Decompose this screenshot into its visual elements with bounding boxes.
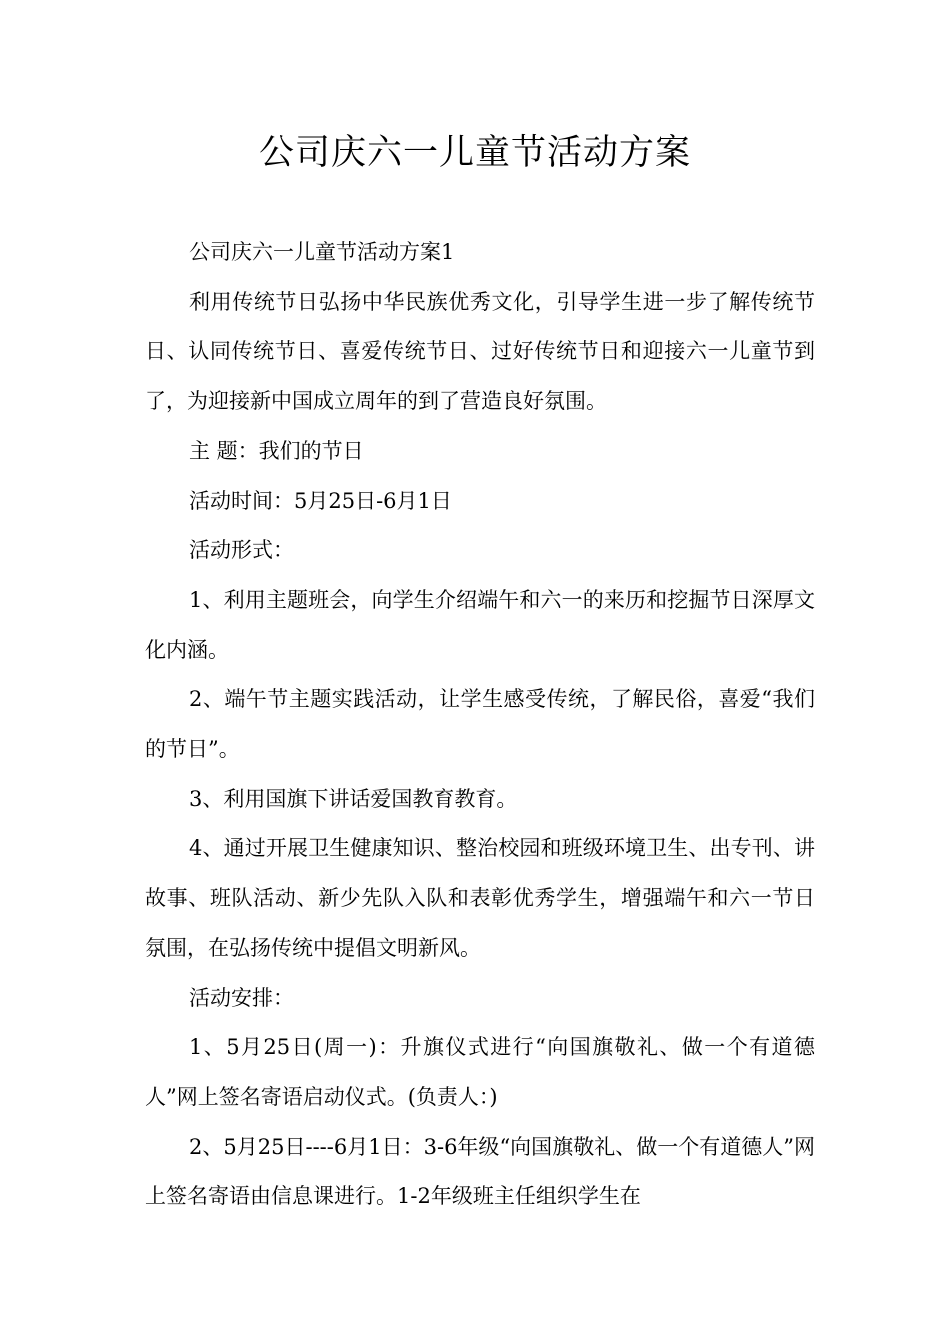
paragraph-intro: 利用传统节日弘扬中华民族优秀文化，引导学生进一步了解传统节日、认同传统节日、喜爱传统节日、过好传统节日和迎接六一儿童节到了，为迎接新中国成立周年的到了营造良好氛围。	[145, 289, 815, 414]
paragraph-schedule-item-1: 1、5月25日(周一)：升旗仪式进行“向国旗敬礼、做一个有道德人”网上签名寄语启动仪式。(负责人：)	[145, 1035, 815, 1109]
document-title: 公司庆六一儿童节活动方案	[258, 133, 691, 173]
paragraph-schedule-item-2: 2、5月25日----6月1日：3-6年级“向国旗敬礼、做一个有道德人”网上签名寄语由信息课进行。1-2年级班主任组织学生在	[145, 1134, 815, 1209]
paragraph-form-heading: 活动形式：	[189, 538, 294, 563]
paragraph-form-item-1: 1、利用主题班会，向学生介绍端午和六一的来历和挖掘节日深厚文化内涵。	[145, 587, 815, 662]
paragraph-theme: 主 题：我们的节日	[189, 438, 364, 463]
paragraph-form-item-2: 2、端午节主题实践活动，让学生感受传统，了解民俗，喜爱“我们的节日”。	[145, 687, 815, 762]
paragraph-time: 活动时间：5月25日-6月1日	[189, 488, 452, 513]
paragraph-schedule-heading: 活动安排：	[189, 985, 294, 1010]
paragraph-form-item-3: 3、利用国旗下讲话爱国教育教育。	[189, 786, 518, 811]
document-body	[145, 228, 815, 1222]
paragraph-heading: 公司庆六一儿童节活动方案1	[189, 240, 455, 264]
paragraph-form-item-4: 4、通过开展卫生健康知识、整治校园和班级环境卫生、出专刊、讲故事、班队活动、新少先队入队和表彰优秀学生，增强端午和六一节日氛围，在弘扬传统中提倡文明新风。	[145, 836, 815, 960]
